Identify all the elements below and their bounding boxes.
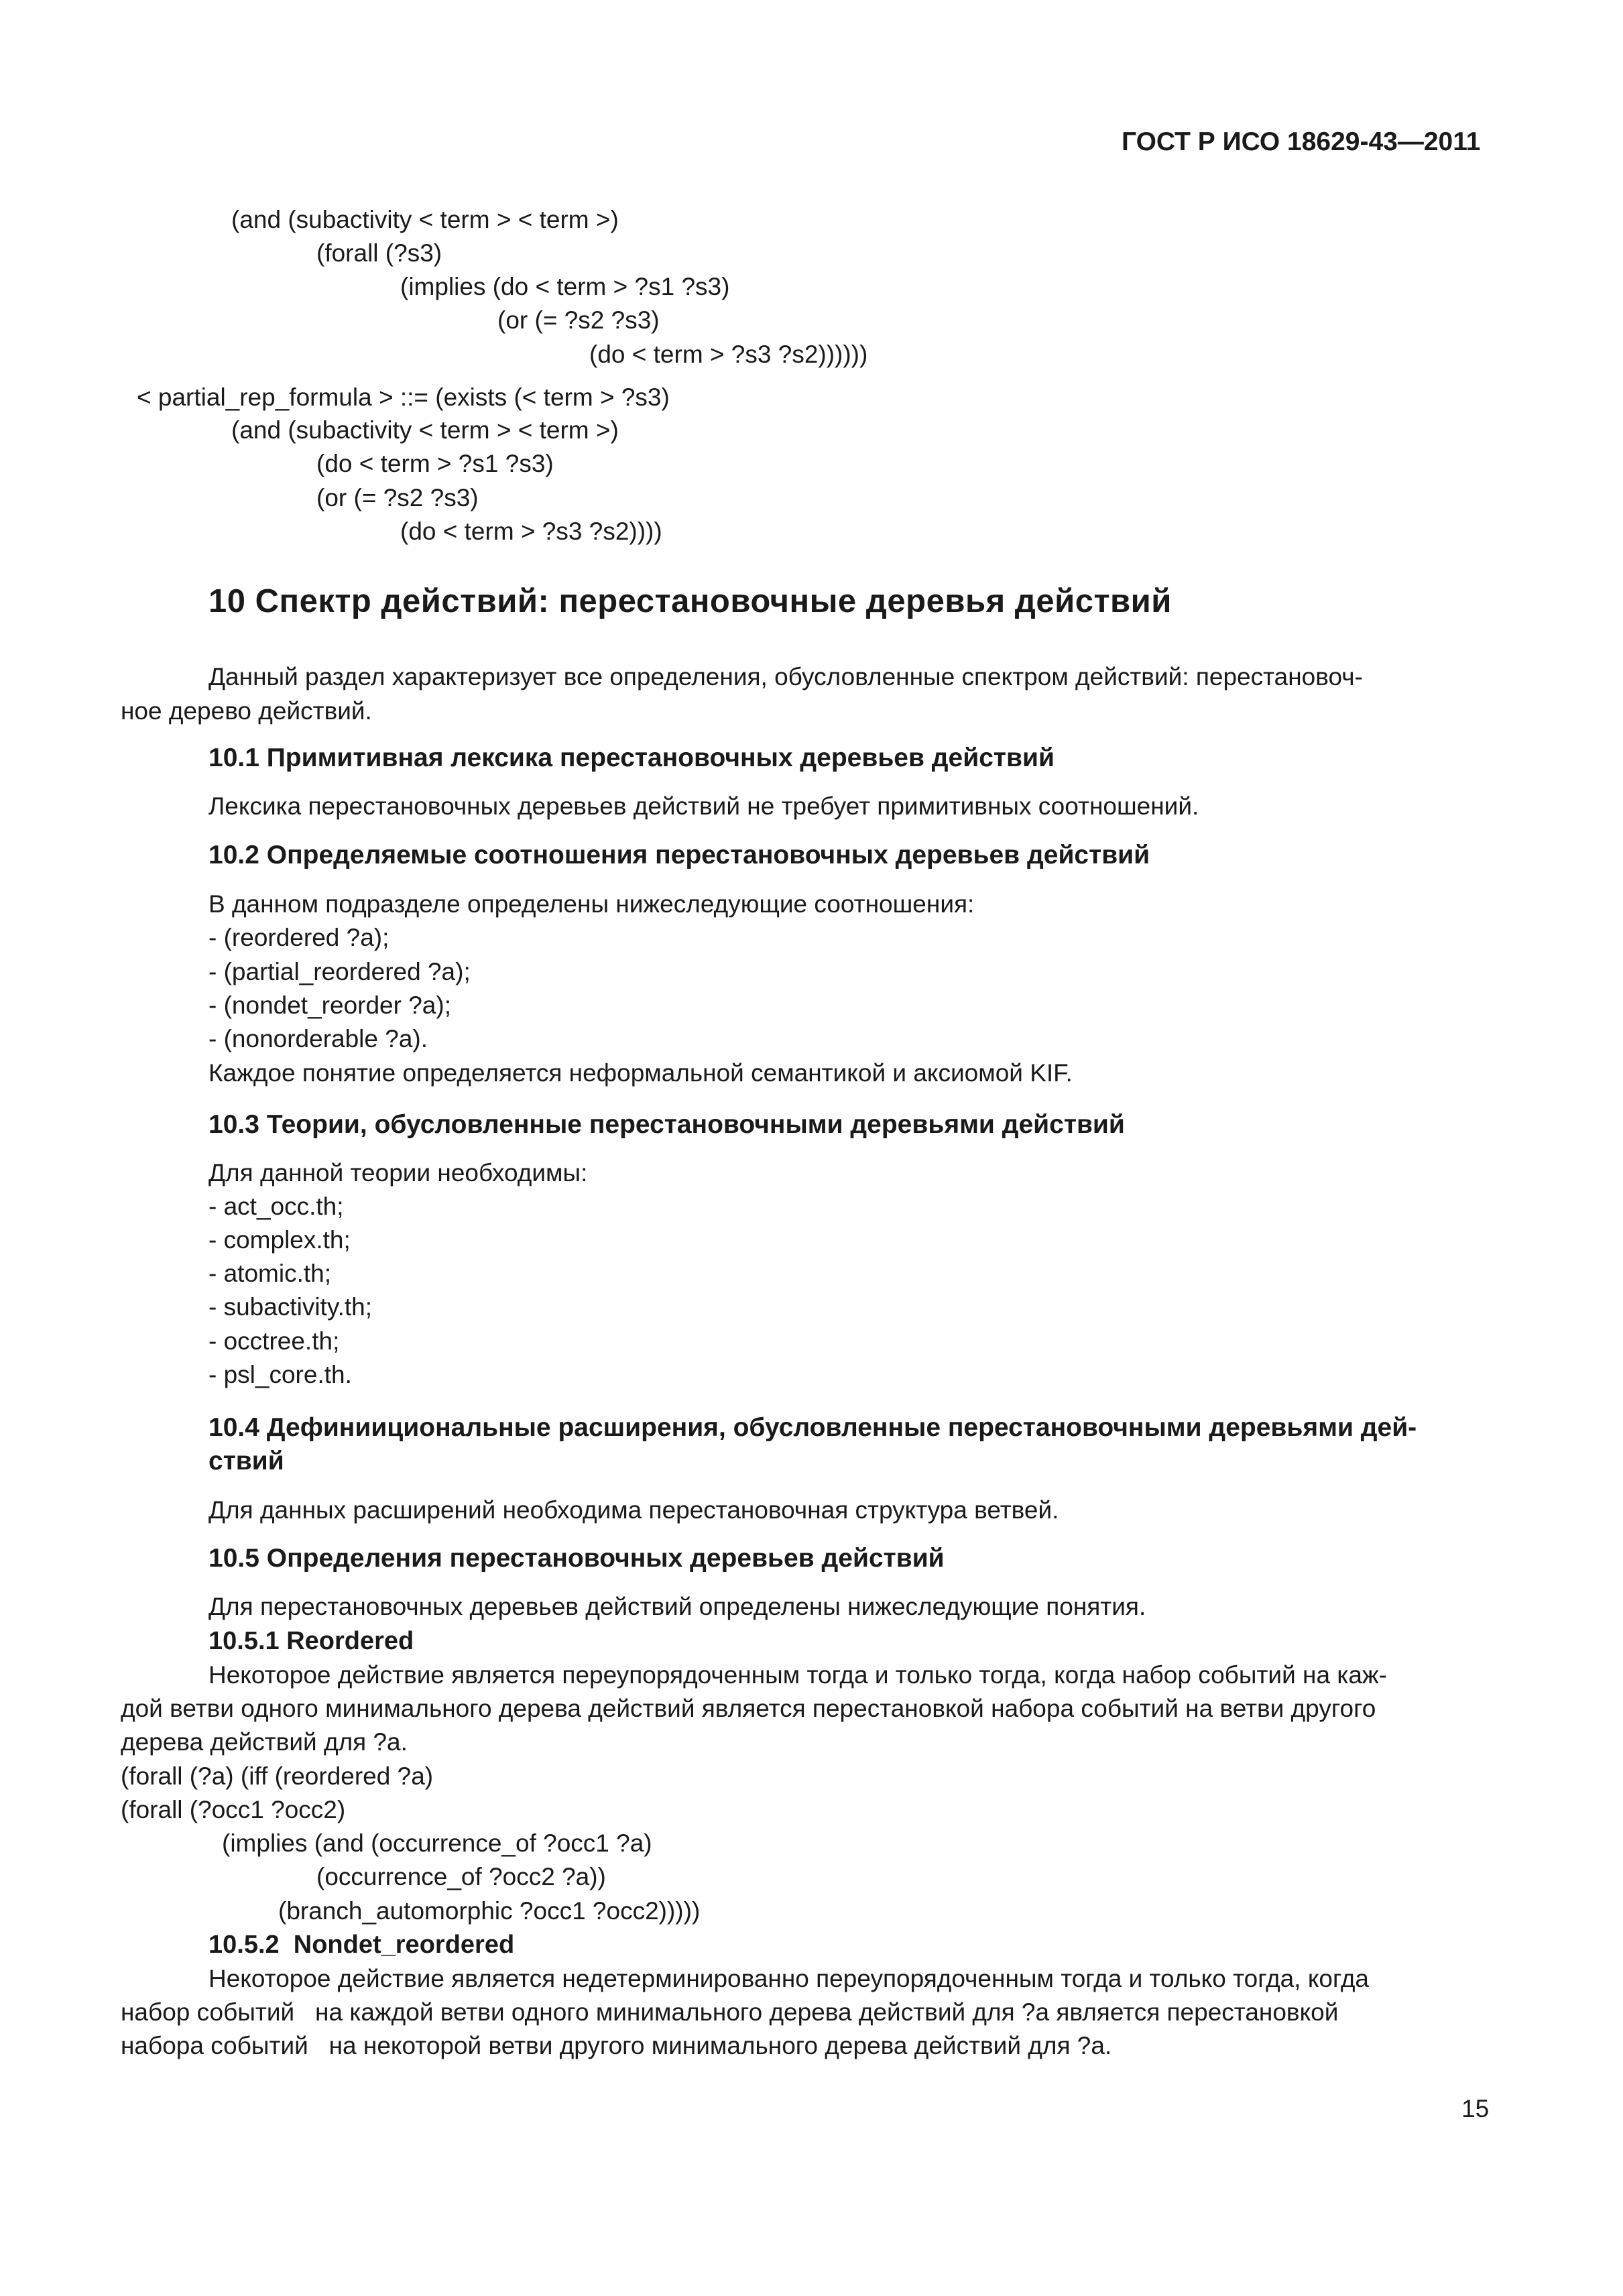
code-line: < partial_rep_formula > ::= (exists (< term > ?s3) xyxy=(137,383,670,411)
subsection-title: 10.4 Дефиниициональные расширения, обусловленные перестановочными деревьями дей- xyxy=(208,1413,1417,1442)
page-number: 15 xyxy=(1461,2095,1490,2122)
paragraph-line: дой ветви одного минимального дерева действий является перестановкой набора событий на ветви другого xyxy=(121,1695,1376,1722)
code-line: (forall (?a) (iff (reordered ?a) xyxy=(121,1762,434,1790)
list-item: - act_occ.th; xyxy=(208,1193,344,1220)
list-item: - atomic.th; xyxy=(208,1260,331,1287)
document-header: ГОСТ Р ИСО 18629-43—2011 xyxy=(1122,127,1481,156)
list-item: - (nonorderable ?a). xyxy=(208,1025,428,1052)
paragraph-line: Для перестановочных деревьев действий определены нижеследующие понятия. xyxy=(208,1593,1146,1620)
paragraph-line: Каждое понятие определяется неформальной семантикой и аксиомой KIF. xyxy=(208,1059,1073,1087)
list-item: - subactivity.th; xyxy=(208,1293,373,1321)
paragraph-line: Некоторое действие является недетерминированно переупорядоченным тогда и только тогда, когда xyxy=(208,1965,1369,1992)
code-line: (and (subactivity < term > < term >) xyxy=(231,206,619,233)
code-line: (or (= ?s2 ?s3) xyxy=(497,306,660,334)
list-item: - (nondet_reorder ?a); xyxy=(208,991,451,1019)
code-line: (do < term > ?s3 ?s2)))) xyxy=(400,518,662,545)
list-item: - complex.th; xyxy=(208,1226,351,1254)
code-line: (or (= ?s2 ?s3) xyxy=(316,484,479,511)
subsection-title: 10.2 Определяемые соотношения перестановочных деревьев действий xyxy=(208,841,1150,869)
paragraph-line: Для данных расширений необходима перестановочная структура ветвей. xyxy=(208,1496,1059,1524)
subsection-title-cont: ствий xyxy=(208,1447,284,1475)
list-item: - (reordered ?a); xyxy=(208,924,389,951)
code-line: (implies (do < term > ?s1 ?s3) xyxy=(400,273,730,300)
paragraph-line: набор событий на каждой ветви одного минимального дерева действий для ?a является перестановкой xyxy=(121,1998,1339,2026)
code-line: (and (subactivity < term > < term >) xyxy=(231,416,619,444)
paragraph-line: набора событий на некоторой ветви другого минимального дерева действий для ?a. xyxy=(121,2032,1112,2059)
paragraph-line: дерева действий для ?a. xyxy=(121,1728,408,1756)
code-line: (branch_automorphic ?occ1 ?occ2))))) xyxy=(278,1897,701,1925)
code-line: (occurrence_of ?occ2 ?a)) xyxy=(316,1863,606,1890)
list-item: - occtree.th; xyxy=(208,1327,340,1355)
list-item: - (partial_reordered ?a); xyxy=(208,958,471,985)
paragraph-line: Для данной теории необходимы: xyxy=(208,1159,588,1187)
paragraph-line: Некоторое действие является переупорядоченным тогда и только тогда, когда набор событий на каж- xyxy=(208,1661,1387,1689)
subsection-title: 10.5 Определения перестановочных деревьев действий xyxy=(208,1544,945,1573)
code-line: (implies (and (occurrence_of ?occ1 ?a) xyxy=(222,1829,652,1857)
subsection-title: 10.3 Теории, обусловленные перестановочными деревьями действий xyxy=(208,1110,1125,1139)
subsection-title: 10.1 Примитивная лексика перестановочных деревьев действий xyxy=(208,743,1055,772)
subsubsection-title: 10.5.2 Nondet_reordered xyxy=(208,1931,515,1959)
code-line: (forall (?s3) xyxy=(316,239,442,267)
code-line: (do < term > ?s3 ?s2)))))) xyxy=(589,341,868,368)
list-item: - psl_core.th. xyxy=(208,1361,352,1388)
code-line: (do < term > ?s1 ?s3) xyxy=(316,450,554,477)
section-title: 10 Спектр действий: перестановочные деревья действий xyxy=(208,583,1172,619)
subsubsection-title: 10.5.1 Reordered xyxy=(208,1627,414,1655)
paragraph-line: Данный раздел характеризует все определения, обусловленные спектром действий: перестановоч- xyxy=(208,663,1363,690)
paragraph-line: ное дерево действий. xyxy=(121,697,372,725)
paragraph-line: Лексика перестановочных деревьев действий не требует примитивных соотношений. xyxy=(208,792,1199,820)
paragraph-line: В данном подразделе определены нижеследующие соотношения: xyxy=(208,890,975,918)
code-line: (forall (?occ1 ?occ2) xyxy=(121,1796,346,1823)
